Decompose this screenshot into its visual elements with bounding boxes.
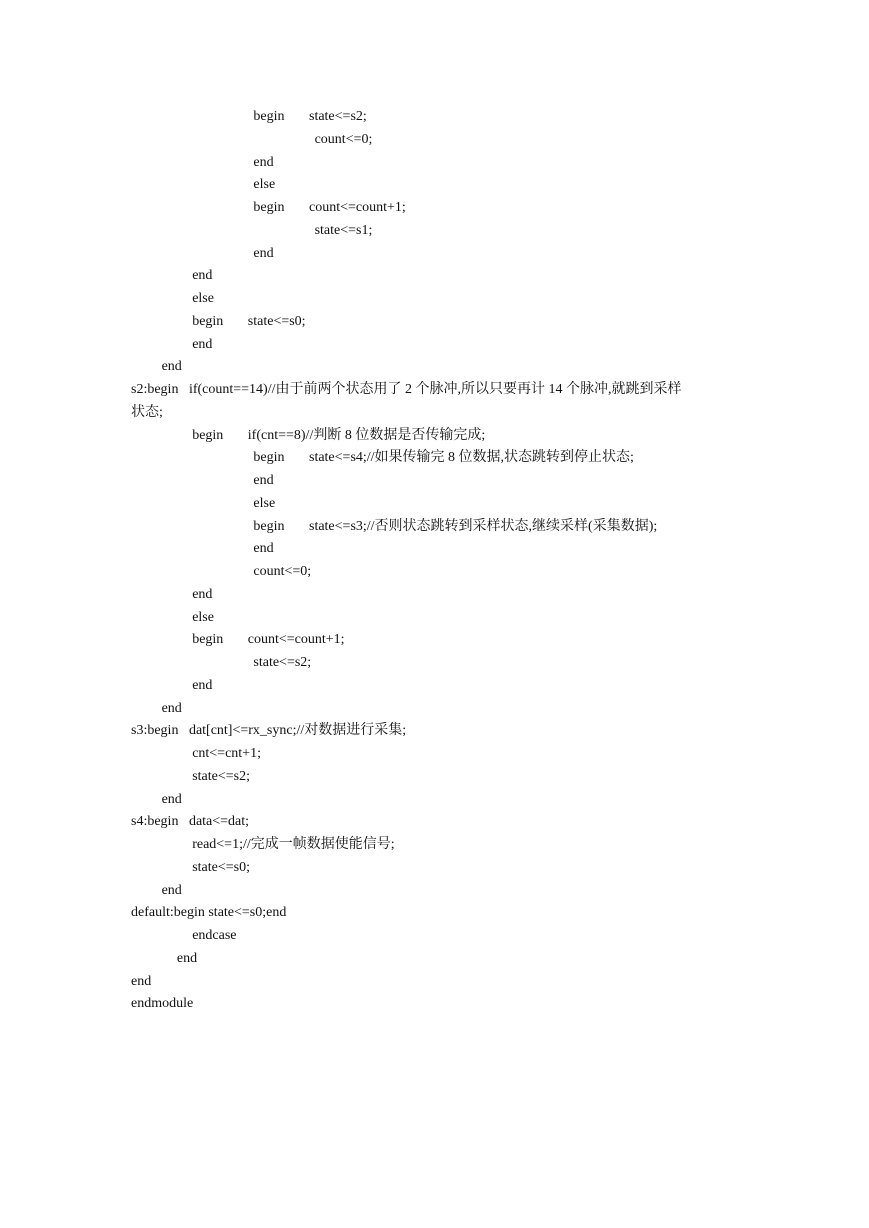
- code-line: end: [253, 473, 274, 488]
- code-line: end: [192, 268, 213, 284]
- code-line: else: [192, 609, 214, 625]
- code-line: begin count<=count+1;: [253, 200, 406, 215]
- code-line: count<=0;: [314, 131, 373, 147]
- code-line: else: [253, 495, 276, 511]
- code-line: end: [253, 245, 274, 261]
- code-line: end: [253, 154, 274, 170]
- code-line: endcase: [192, 928, 237, 943]
- code-line: s2:begin if(count==14)//由于前两个状态用了 2 个脉冲,所以只要再计 14 个脉冲,就跳到采样: [131, 382, 682, 397]
- code-line: begin state<=s0;: [192, 313, 306, 329]
- code-line: end: [192, 677, 213, 693]
- code-line: default:begin state<=s0;end: [131, 905, 287, 921]
- code-line: begin state<=s2;: [253, 109, 367, 124]
- code-line: 状态;: [131, 404, 163, 420]
- code-line: endmodule: [131, 996, 194, 1012]
- code-line: state<=s2;: [253, 655, 312, 670]
- code-line: end: [161, 882, 182, 898]
- code-line: begin state<=s4;//如果传输完 8 位数据,状态跳转到停止状态;: [253, 450, 634, 466]
- code-line: count<=0;: [253, 564, 312, 579]
- code-line: end: [192, 336, 213, 352]
- code-line: end: [176, 950, 198, 966]
- code-line: s4:begin data<=dat;: [131, 814, 250, 830]
- code-line: begin state<=s3;//否则状态跳转到采样状态,继续采样(采集数据);: [253, 518, 658, 534]
- code-line: begin if(cnt==8)//判断 8 位数据是否传输完成;: [192, 427, 486, 443]
- code-line: end: [161, 791, 182, 807]
- code-line: state<=s2;: [192, 768, 250, 784]
- code-line: end: [161, 359, 182, 375]
- code-line: read<=1;//完成一帧数据使能信号;: [192, 837, 395, 852]
- code-line: end: [161, 700, 182, 716]
- code-line: else: [192, 291, 214, 306]
- code-line: end: [131, 973, 152, 989]
- code-line: else: [253, 177, 276, 193]
- code-line: state<=s1;: [314, 222, 373, 238]
- code-line: state<=s0;: [192, 859, 250, 875]
- code-line: s3:begin dat[cnt]<=rx_sync;//对数据进行采集;: [131, 723, 407, 739]
- code-line: begin count<=count+1;: [192, 632, 345, 648]
- code-line: end: [192, 586, 213, 602]
- code-line: cnt<=cnt+1;: [192, 746, 261, 761]
- code-line: end: [253, 541, 274, 557]
